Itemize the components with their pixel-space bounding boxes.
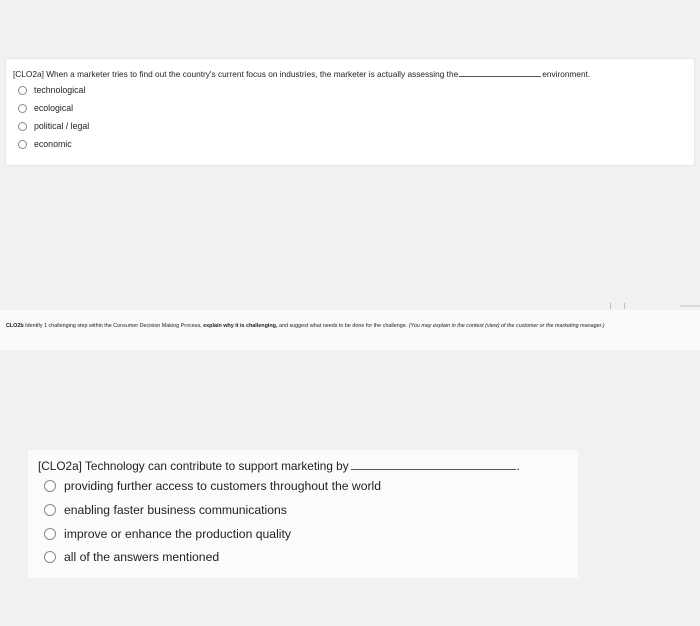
question-1-blank [459,70,541,77]
radio-button[interactable] [44,528,56,540]
question-1-text [13,69,590,79]
q1-option-political-legal[interactable] [18,121,89,131]
question-3-blank [351,461,516,470]
question-3-prefix: [CLO2a] Technology can contribute to support marketing by [38,459,349,473]
option-label: enabling faster business communications [64,503,287,517]
option-label: all of the answers mentioned [64,550,220,564]
radio-button[interactable] [18,86,27,95]
q1-option-economic[interactable] [18,139,72,149]
divider-tick [610,303,611,309]
option-label: ecological [34,103,74,113]
question-2-code: CLO2b [6,323,24,329]
radio-button[interactable] [44,551,56,563]
q3-option-production-quality[interactable] [44,527,291,541]
q3-option-further-access[interactable] [44,479,381,493]
option-label: improve or enhance the production quality [64,527,291,541]
question-2-text-part: Identify 1 challenging step within the Consumer Decision Making Process, [23,323,204,329]
question-1-suffix: environment. [542,69,591,79]
question-2-bold-text: explain why it is challenging, [203,323,278,329]
q1-option-technological[interactable] [18,85,85,95]
radio-button[interactable] [44,504,56,516]
q3-option-all-answers[interactable] [44,550,219,564]
question-3-text [38,459,520,473]
option-label: technological [34,85,86,95]
option-label: providing further access to customers throughout the world [64,479,382,493]
option-label: economic [34,139,72,149]
question-2-text [6,322,696,330]
question-1-prefix: [CLO2a] When a marketer tries to find out the country's current focus on industries, the marketer is actually assessing the [13,69,459,79]
radio-button[interactable] [18,122,27,131]
question-card-3 [28,450,578,578]
question-2-text-part: and suggest what needs to be done for the challenge. [277,323,409,329]
radio-button[interactable] [18,104,27,113]
divider-tick [624,303,625,309]
option-label: political / legal [34,121,90,131]
radio-button[interactable] [44,480,56,492]
q3-option-faster-communications[interactable] [44,503,287,517]
divider [680,305,700,307]
radio-button[interactable] [18,140,27,149]
question-card-1 [5,58,695,166]
q1-option-ecological[interactable] [18,103,73,113]
question-2-italic-note: (You may explain in the context (view) of the customer or the marketing manager.) [408,323,605,329]
question-card-2 [0,310,700,350]
question-3-suffix: . [516,459,520,473]
